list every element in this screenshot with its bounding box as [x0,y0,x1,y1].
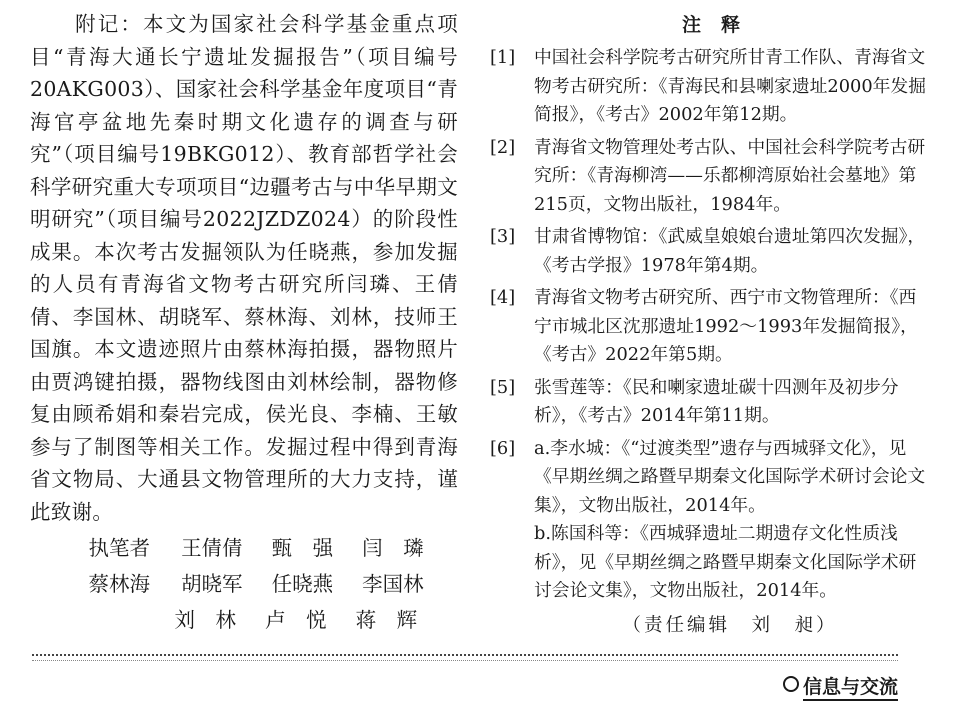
note-text-b: b.陈国科等：《西城驿遗址二期遗存文化性质浅析》，见《早期丝绸之路暨早期秦文化国际学术研讨会论文集》，文物出版社，2014年。 [534,523,917,601]
note-text: 甘肃省博物馆：《武威皇娘娘台遗址第四次发掘》，《考古学报》1978年第4期。 [534,226,926,276]
note-text: 张雪莲等：《民和喇家遗址碳十四测年及初步分析》，《考古》2014年第11期。 [534,376,899,426]
author-name: 王倩倩 [181,536,243,560]
note-text: 中国社会科学院考古研究所甘青工作队、青海省文物考古研究所：《青海民和县喇家遗址2000年发掘简报》，《考古》2002年第12期。 [534,47,926,125]
author-name: 任晓燕 [271,572,334,596]
author-name: 蒋 辉 [355,608,418,632]
note-number: [5] [490,376,516,398]
authors-block [30,530,458,638]
note-item [490,374,930,431]
responsible-editor: （责任编辑 刘 昶） [622,614,838,636]
author-line-2 [30,566,458,602]
note-text: 青海省文物考古研究所、西宁市文物管理所：《西宁市城北区沈那遗址1992～1993年发掘简报》，《考古》2022年第5期。 [534,287,918,365]
section-footer [783,672,898,699]
note-number: [1] [490,47,516,68]
note-number: [4] [490,287,516,308]
author-name: 蔡林海 [88,572,151,596]
note-number: [2] [490,136,516,158]
author-label: 执笔者 [88,536,151,560]
circle-icon [783,676,799,692]
author-name: 甄 强 [271,536,334,560]
note-item [490,134,930,220]
author-name: 刘 林 [174,608,237,632]
author-line-1 [30,530,458,566]
note-number: [3] [490,226,516,247]
footer-label: 信息与交流 [803,676,898,701]
note-number: [6] [490,437,516,459]
author-name: 闫 璘 [362,536,424,560]
section-divider [32,654,898,661]
right-column [490,10,930,640]
note-item [490,435,930,606]
note-item [490,44,930,130]
notes-heading: 注释 [681,14,760,36]
author-name: 胡晓军 [181,572,243,596]
note-text-a: a.李水城：《“过渡类型”遗存与西城驿文化》，见《早期丝绸之路暨早期秦文化国际学术研讨会论文集》，文物出版社，2014年。 [534,437,926,516]
left-column [30,8,458,638]
note-text: 青海省文物管理处考古队、中国社会科学院考古研究所：《青海柳湾——乐都柳湾原始社会墓地》第215页，文物出版社，1984年。 [534,136,926,215]
note-item [490,223,930,280]
author-name: 卢 悦 [265,608,327,632]
note-item [490,284,930,370]
acknowledgement-paragraph: 附记：本文为国家社会科学基金重点项目“青海大通长宁遗址发掘报告”（项目编号20AKG003）、国家社会科学基金年度项目“青海官亭盆地先秦时期文化遗存的调查与研究”（项目编号19BKG012）、教育部哲学社会科学研究重大专项项目“边疆考古与中华早期文明研究”（项目编号2022JZDZ024）的阶段性成果。本次考古发掘领队为任晓燕，参加发掘的人员有青海省文物考古研究所闫璘、王倩倩、李国林、胡晓军、蔡林海、刘林，技师王国旗。本文遗迹照片由蔡林海拍摄，器物照片由贾鸿键拍摄，器物线图由刘林绘制，器物修复由顾希娟和秦岩完成，侯光良、李楠、王敏参与了制图等相关工作。发掘过程中得到青海省文物局、大通县文物管理所的大力支持，谨此致谢。 [30,12,458,524]
author-name: 李国林 [362,572,424,596]
author-line-3 [30,602,458,638]
